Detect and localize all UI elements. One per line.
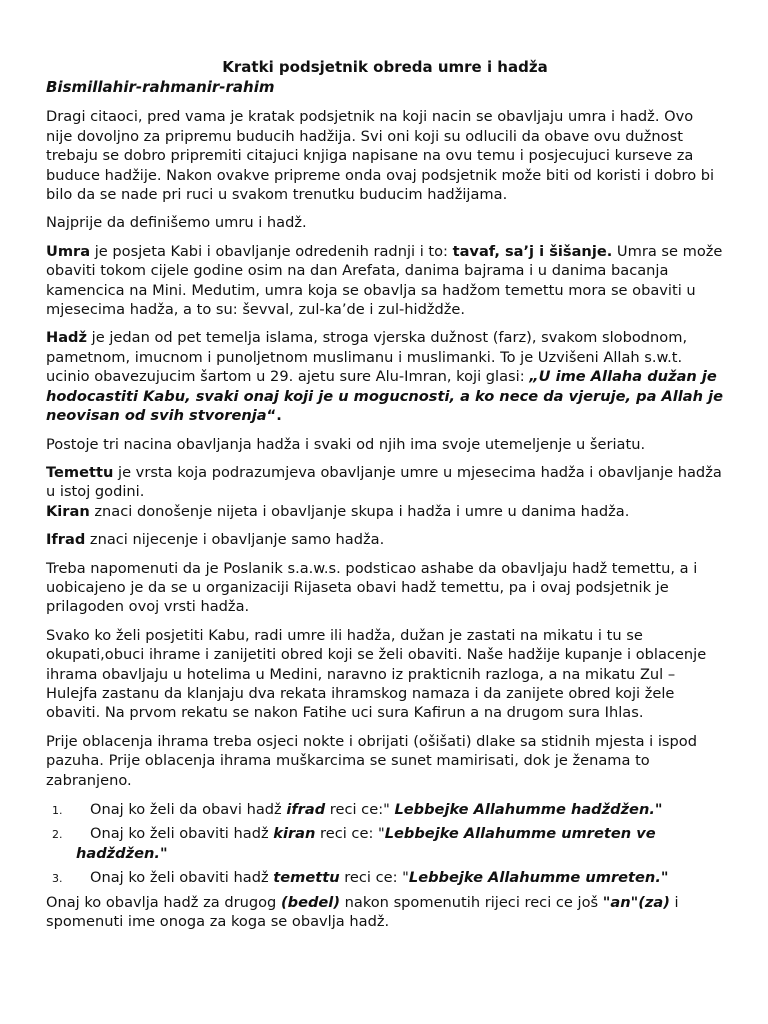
hadz-text-1: je jedan od pet temelja islama, stroga vjerska dužnost (farz), svakom slobodnom, pametnom, imucnom i punoljetnom muslimanu i muslimanki. To je Uzvišeni Allah s.w.t. ucinio obavezujucim šartom u 29. ajetu sure Alu-Imran, koji glasi:: [46, 329, 688, 386]
bedel-paragraph: [46, 893, 724, 932]
hadz-quote: „U ime Allaha dužan je hodocastiti Kabu, svaki onaj koji je u mogucnosti, a ko nece da vjeruje, pa Allah je neovisan od svih stvorenja: [46, 368, 724, 425]
list-type: kiran: [273, 825, 316, 843]
umra-term: Umra: [46, 242, 91, 260]
before-ihram-paragraph: Prije oblacenja ihrama treba osjeci nokte i obrijati (ošišati) dlake sa stidnih mjesta i ispod pazuha. Prije oblacenja ihrama muškarcima se sunet mamirisati, dok je ženama to zabranjeno.: [46, 732, 697, 789]
bedel-text-3: i spomenuti ime onoga za koga se obavlja hadž.: [46, 893, 679, 931]
three-ways-paragraph: Postoje tri nacina obavljanja hadža i svaki od njih ima svoje utemeljenje u šeriatu.: [46, 435, 646, 453]
intro-paragraph: Dragi citaoci, pred vama je kratak podsjetnik na koji nacin se obavljaju umra i hadž. Ovo nije dovoljno za pripremu buducih hadžija. Svi oni koji su odlucili da obave ovu dužnost trebaju se dobro pripremiti citajuci knjiga napisane na ovu temu i posjecujuci kurseve za buduce hadžije. Nakon ovakve pripreme onda ovaj podsjetnik može biti od koristi i dobro bi bilo da se nade pri ruci u svakom trenutku buducim hadžijama.: [46, 108, 715, 204]
list-text: reci ce: ": [315, 825, 385, 843]
document-title: Kratki podsjetnik obreda umre i hadža: [222, 58, 548, 76]
hadz-paragraph: [46, 328, 724, 425]
list-text: reci ce: ": [339, 869, 409, 887]
list-text: reci ce:": [325, 801, 395, 818]
list-text: Onaj ko želi obaviti hadž: [90, 825, 274, 843]
list-text: Onaj ko želi da obavi hadž: [90, 801, 287, 818]
ifrad-term: Ifrad: [46, 531, 86, 549]
list-type: ifrad: [286, 801, 326, 818]
list-text: Onaj ko želi obaviti hadž: [90, 869, 274, 887]
talbiyah-list: [46, 800, 724, 888]
kiran-paragraph: [46, 502, 724, 521]
list-number: 1.: [52, 804, 63, 817]
list-number: 2.: [52, 828, 63, 842]
bedel-text-2: nakon spomenutih rijeci reci ce još: [339, 893, 603, 911]
kiran-text: znaci donošenje nijeta i obavljanje skupa i hadža i umre u danima hadža.: [89, 502, 630, 520]
umra-text-1: je posjeta Kabi i obavljanje odredenih radnji i to:: [90, 242, 453, 260]
list-formula: Lebbejke Allahumme umreten ve hadždžen.": [76, 825, 656, 862]
bedel-an: "an"(za): [602, 893, 670, 911]
list-item: [46, 800, 724, 819]
list-number: 3.: [52, 872, 63, 886]
bedel-text-1: Onaj ko obavlja hadž za drugog: [46, 893, 281, 911]
ifrad-paragraph: [46, 530, 724, 549]
note-paragraph: Treba napomenuti da je Poslanik s.a.w.s. podsticao ashabe da obavljaju hadž temettu, a i uobicajeno je da se u organizaciji Rijaseta obavi hadž temettu, pa i ovaj podsjetnik je prilagoden ovoj vrsti hadža.: [46, 559, 698, 616]
umra-paragraph: [46, 242, 724, 320]
list-formula: Lebbejke Allahumme umreten.": [408, 869, 669, 887]
hadz-quote-end: “.: [266, 407, 282, 425]
ifrad-text: znaci nijecenje i obavljanje samo hadža.: [85, 531, 385, 549]
kiran-term: Kiran: [46, 502, 90, 520]
temettu-text: je vrsta koja podrazumjeva obavljanje umre u mjesecima hadža i obavljanje hadža u istoj godini.: [46, 463, 722, 501]
umra-text-2: Umra se može obaviti tokom cijele godine osim na dan Arefata, danima bajrama i u danima bacanja kamencica na Mini. Medutim, umra koja se obavlja sa hadžom temettu mora se obaviti u mjesecima hadža, a to su: ševval, zul-ka’de i zul-hidždže.: [46, 242, 723, 319]
list-formula: Lebbejke Allahumme hadždžen.": [394, 801, 663, 818]
mikat-paragraph: Svako ko želi posjetiti Kabu, radi umre ili hadža, dužan je zastati na mikatu i tu se okupati,obuci ihrame i zanijetiti obred koji se želi obaviti. Naše hadžije kupanje i oblacenje ihrama obavljaju u hotelima u Medini, naravno iz prakticnih razloga, a na mikatu Zul – Hulejfa zastanu da klanjaju dva rekata ihramskog namaza i da zanijete obred koji žele obaviti. Na prvom rekatu se nakon Fatihe uci sura Kafirun a na drugom sura Ihlas.: [46, 626, 707, 722]
list-item: [46, 824, 724, 863]
define-paragraph: Najprije da definišemo umru i hadž.: [46, 214, 307, 232]
list-type: temettu: [273, 869, 340, 887]
temettu-term: Temettu: [46, 463, 114, 481]
temettu-paragraph: [46, 463, 724, 502]
umra-rites: tavaf, sa’j i šišanje.: [452, 242, 613, 260]
hadz-term: Hadž: [46, 329, 88, 347]
basmala: Bismillahir-rahmanir-rahim: [46, 78, 275, 96]
bedel-term: (bedel): [280, 893, 340, 911]
list-item: [46, 868, 724, 887]
